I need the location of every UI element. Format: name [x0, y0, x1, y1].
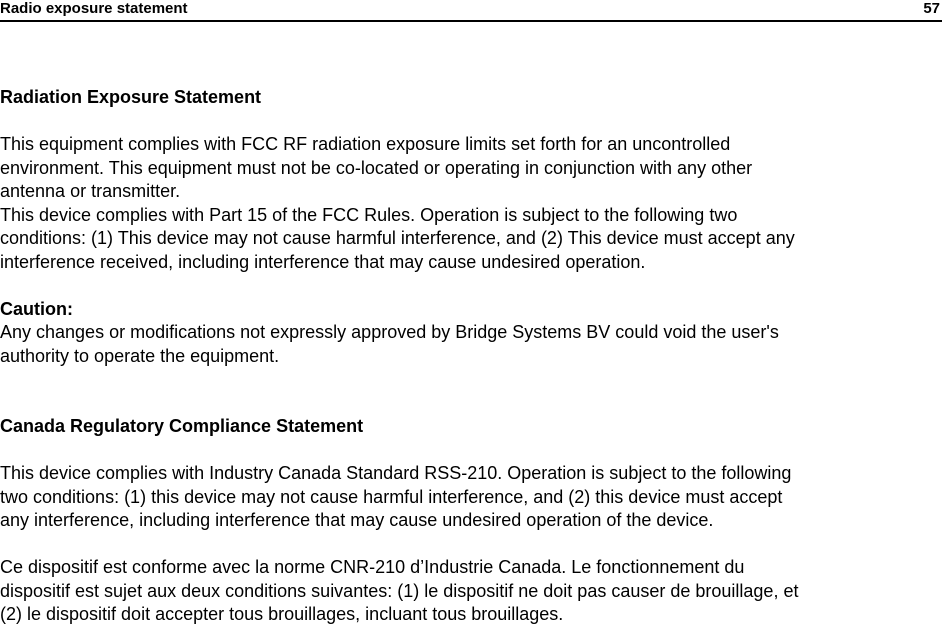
radiation-paragraph-2: This device complies with Part 15 of the FCC Rules. Operation is subject to the following two conditions: (1) This device may not cause harmful interference, and (2) This device must accept any interference received, including interference that may cause undesired operation. — [0, 204, 795, 272]
header-title: Radio exposure statement — [0, 0, 188, 17]
canada-heading: Canada Regulatory Compliance Statement — [0, 416, 364, 436]
page-number: 57 — [923, 0, 940, 17]
canada-paragraph-french: Ce dispositif est conforme avec la norme CNR-210 d’Industrie Canada. Le fonctionnement du dispositif est sujet aux deux conditions suivantes: (1) le dispositif ne doit pas causer de brouillage, et (2) le dispositif doit accepter tous brouillages, incluant tous brouillages. — [0, 557, 799, 624]
page-header — [0, 0, 942, 22]
radiation-heading: Radiation Exposure Statement — [0, 87, 262, 107]
radiation-paragraph-1: This equipment complies with FCC RF radiation exposure limits set forth for an uncontrolled environment. This equipment must not be co-located or operating in conjunction with any other antenna or transmitter. — [0, 134, 753, 201]
caution-label: Caution: — [0, 298, 73, 319]
document-body — [0, 86, 944, 627]
caution-text: Any changes or modifications not expressly approved by Bridge Systems BV could void the user's authority to operate the equipment. — [0, 322, 779, 366]
canada-paragraph-english: This device complies with Industry Canada Standard RSS-210. Operation is subject to the following two conditions: (1) this device may not cause harmful interference, and (2) this device must accept any interference, including interference that may cause undesired operation of the device. — [0, 463, 792, 530]
